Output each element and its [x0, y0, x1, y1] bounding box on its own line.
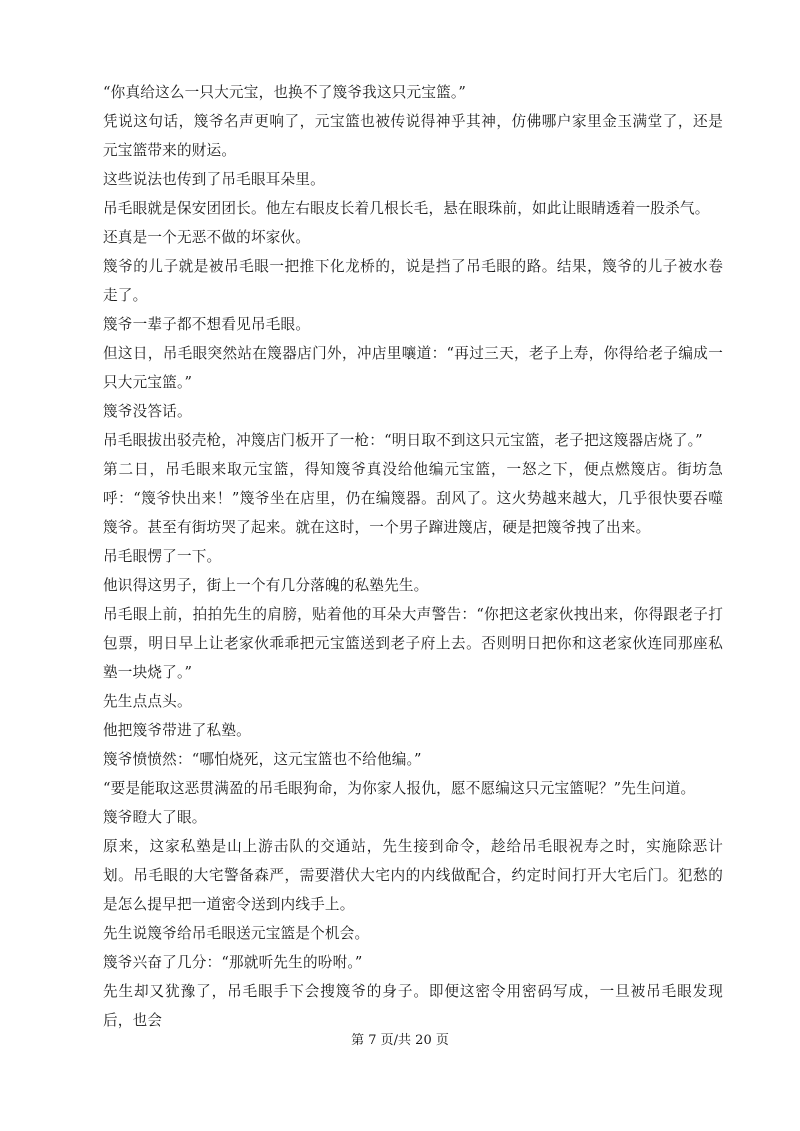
- paragraph-20: 原来，这家私塾是山上游击队的交通站，先生接到命令，趁给吊毛眼祝寿之时，实施除恶计划。吊毛眼的大宅警备森严，需要潜伏大宅内的内线做配合，约定时间打开大宅后门。犯愁的是怎么提早把一道密令送到内线手上。: [103, 838, 723, 913]
- paragraph-7: 篾爷一辈子都不想看见吊毛眼。: [103, 316, 311, 333]
- paragraph-3: 这些说法也传到了吊毛眼耳朵里。: [103, 171, 325, 188]
- paragraph-11: 第二日，吊毛眼来取元宝篮，得知篾爷真没给他编元宝篮，一怒之下，便点燃篾店。街坊急呼：“篾爷快出来！”篾爷坐在店里，仍在编篾器。刮风了。这火势越来越大，几乎很快要吞噬篾爷。甚至有街坊哭了起来。就在这时，一个男子蹿进篾店，硬是把篾爷拽了出来。: [103, 461, 723, 536]
- paragraph-5: 还真是一个无恶不做的坏家伙。: [103, 229, 311, 246]
- paragraph-12: 吊毛眼愣了一下。: [103, 548, 222, 565]
- paragraph-8: 但这日，吊毛眼突然站在篾器店门外，冲店里嚷道：“再过三天，老子上寿，你得给老子编成一只大元宝篮。”: [103, 345, 723, 391]
- paragraph-18: “要是能取这恶贯满盈的吊毛眼狗命，为你家人报仇，愿不愿编这只元宝篮呢？”先生问道。: [103, 780, 696, 797]
- paragraph-17: 篾爷愤愤然：“哪怕烧死，这元宝篮也不给他编。”: [103, 751, 422, 768]
- paragraph-15: 先生点点头。: [103, 693, 192, 710]
- paragraph-1: “你真给这么一只大元宝，也换不了篾爷我这只元宝篮。”: [103, 84, 467, 101]
- paragraph-16: 他把篾爷带进了私塾。: [103, 722, 251, 739]
- paragraph-2: 凭说这句话，篾爷名声更响了，元宝篮也被传说得神乎其神，仿佛哪户家里金玉满堂了，还是元宝篮带来的财运。: [103, 113, 723, 159]
- paragraph-21: 先生说篾爷给吊毛眼送元宝篮是个机会。: [103, 925, 370, 942]
- page-number-footer: 第 7 页/共 20 页: [351, 1033, 449, 1048]
- paragraph-10: 吊毛眼拔出驳壳枪，冲篾店门板开了一枪：“明日取不到这只元宝篮，老子把这篾器店烧了。”: [103, 432, 703, 449]
- paragraph-9: 篾爷没答话。: [103, 403, 192, 420]
- paragraph-13: 他识得这男子，街上一个有几分落魄的私塾先生。: [103, 577, 429, 594]
- paragraph-22: 篾爷兴奋了几分：“那就听先生的吩咐。”: [103, 954, 363, 971]
- paragraph-19: 篾爷瞪大了眼。: [103, 809, 207, 826]
- paragraph-6: 篾爷的儿子就是被吊毛眼一把推下化龙桥的，说是挡了吊毛眼的路。结果，篾爷的儿子被水卷走了。: [103, 258, 723, 304]
- paragraph-14: 吊毛眼上前，拍拍先生的肩膀，贴着他的耳朵大声警告：“你把这老家伙拽出来，你得跟老子打包票，明日早上让老家伙乖乖把元宝篮送到老子府上去。否则明日把你和这老家伙连同那座私塾一块烧了。”: [103, 606, 723, 681]
- paragraph-4: 吊毛眼就是保安团团长。他左右眼皮长着几根长毛，悬在眼珠前，如此让眼睛透着一股杀气。: [103, 200, 710, 217]
- paragraph-23: 先生却又犹豫了，吊毛眼手下会搜篾爷的身子。即便这密令用密码写成，一旦被吊毛眼发现后，也会: [103, 983, 723, 1029]
- page-body: [103, 78, 723, 1035]
